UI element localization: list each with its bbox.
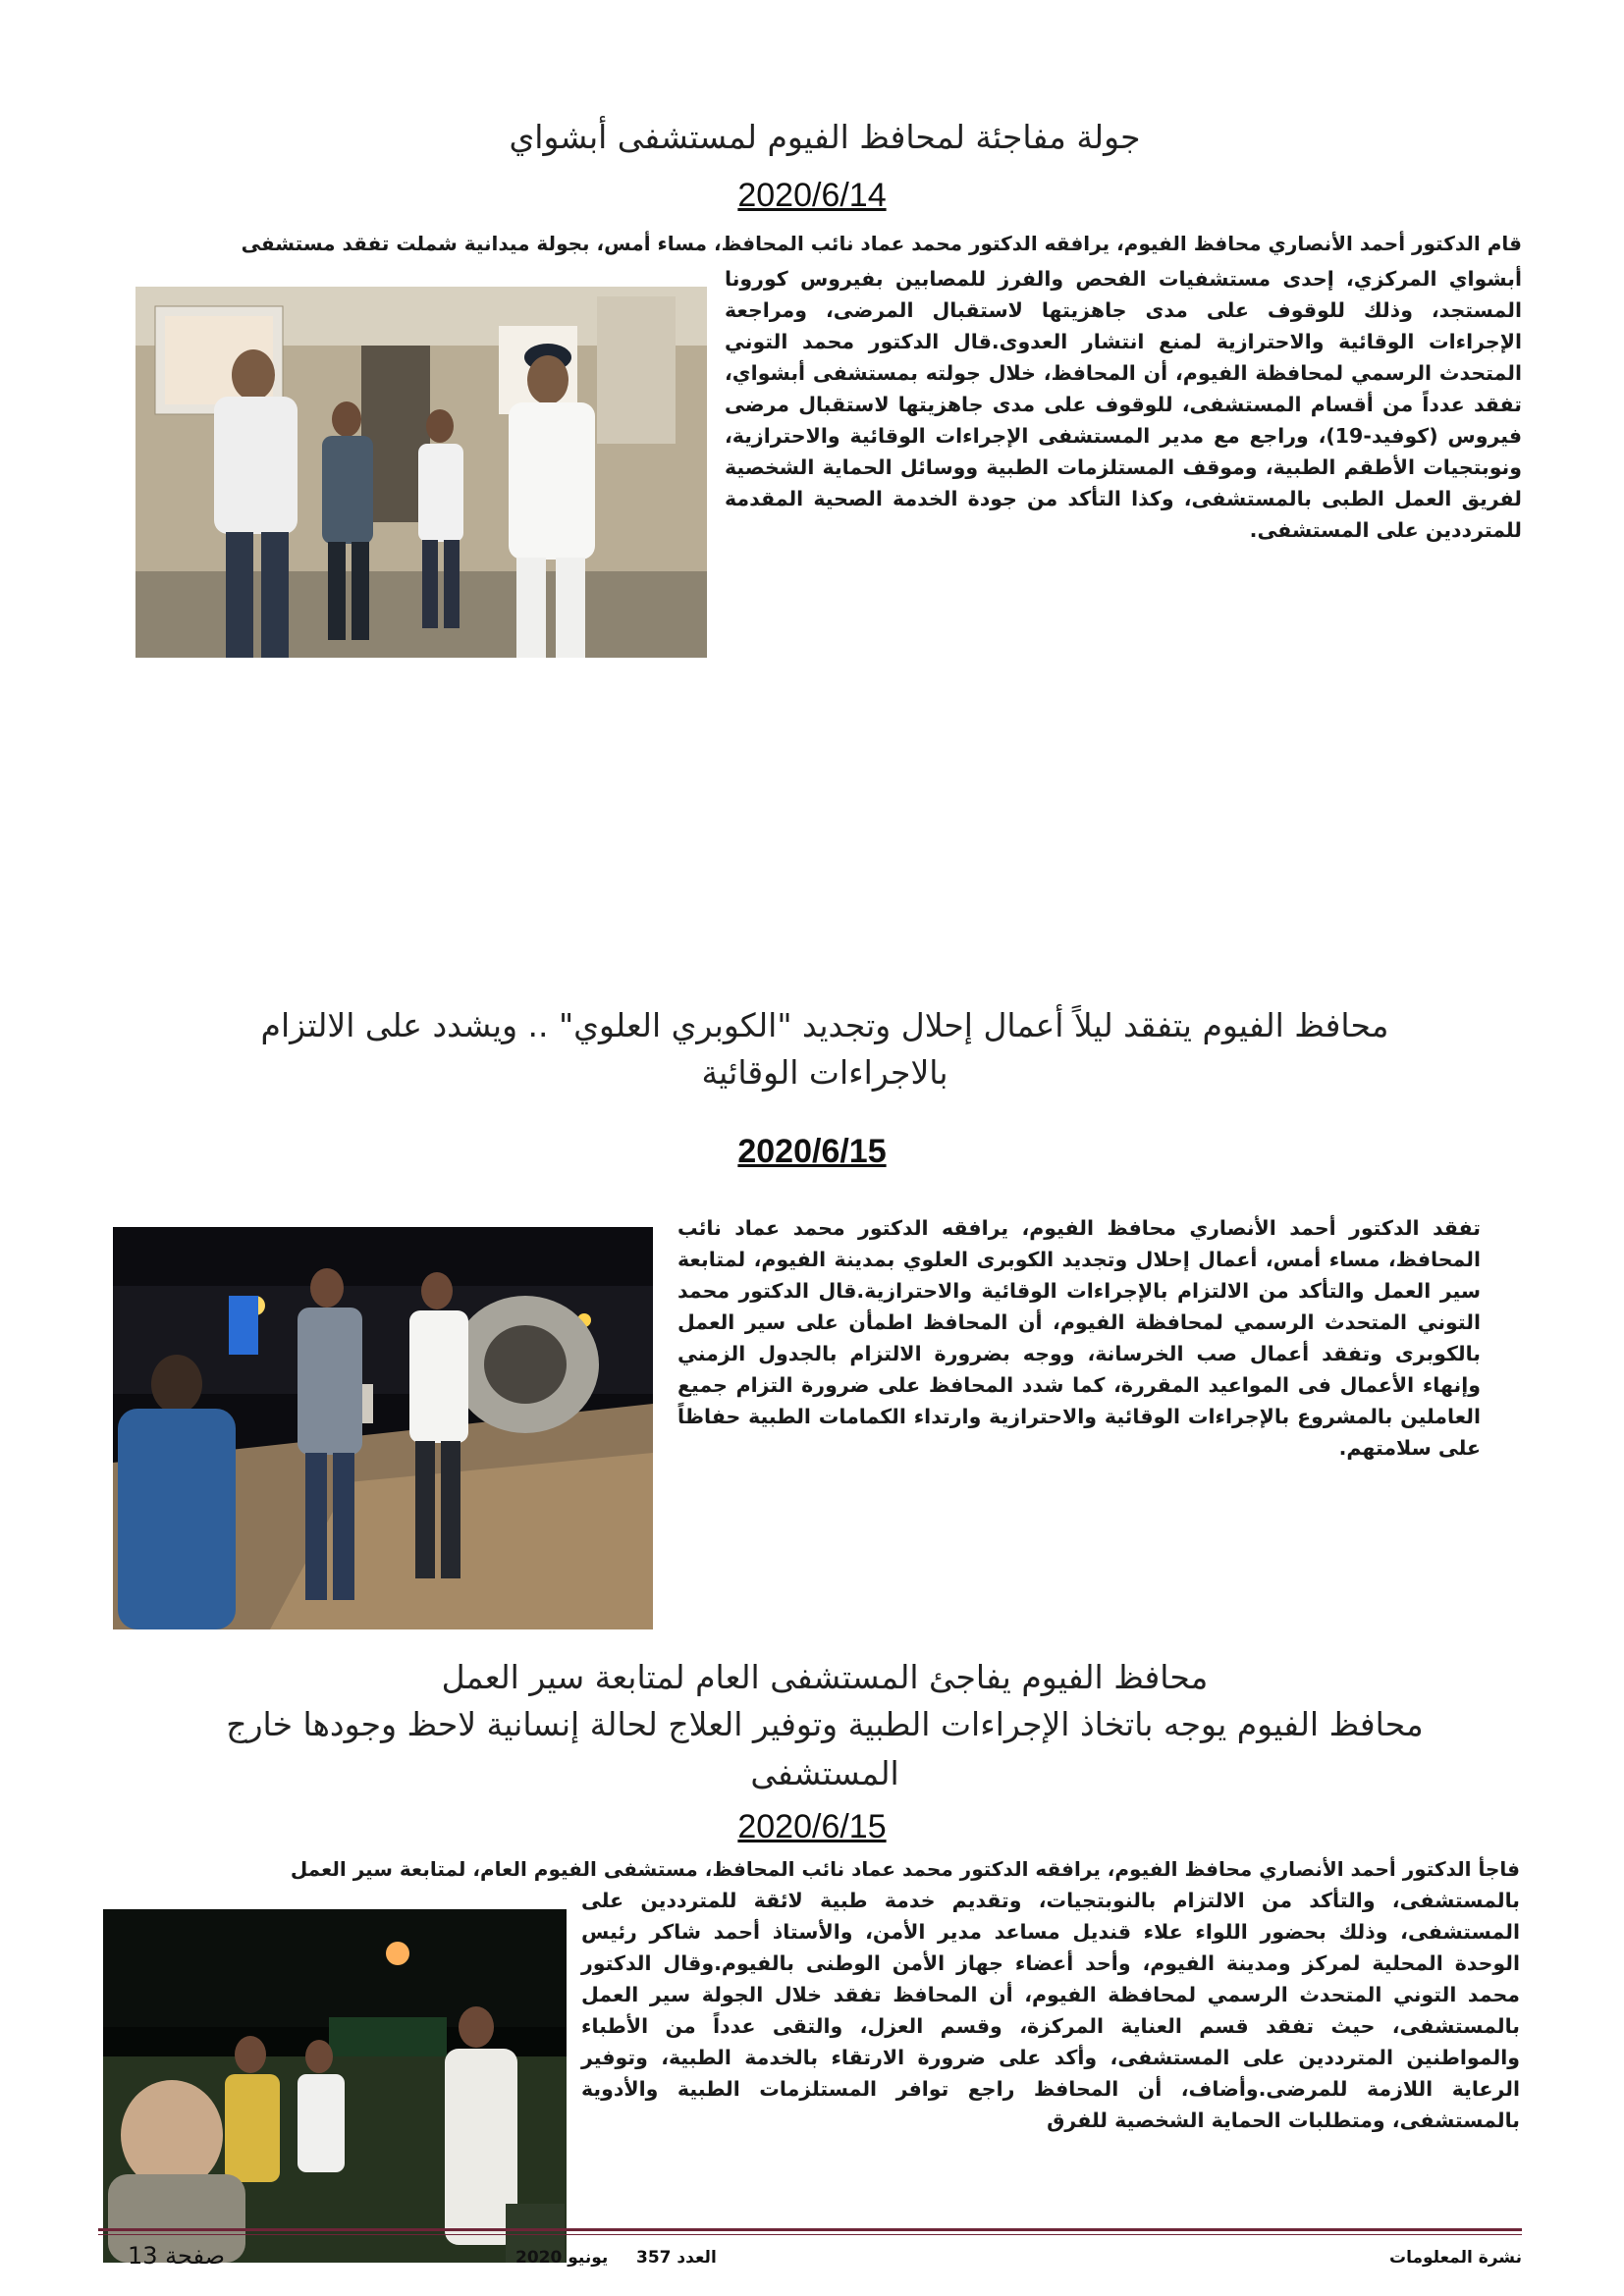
article-2-title-line-2: بالاجراءات الوقائية bbox=[701, 1053, 948, 1092]
footer-publication: نشرة المعلومات bbox=[1388, 2248, 1522, 2268]
article-1-body-first-line: قام الدكتور أحمد الأنصاري محافظ الفيوم، يرافقه الدكتور محمد عماد نائب المحافظ، مساء أمس، بجولة ميدانية شملت تفقد مستشفى bbox=[241, 232, 1522, 255]
article-1-photo bbox=[135, 287, 707, 658]
article-3-title-line-3: المستشفى bbox=[750, 1754, 899, 1792]
article-3-photo bbox=[103, 1909, 567, 2263]
article-1-date: 2020/6/14 bbox=[737, 177, 887, 214]
footer-month: يونيو 2020 bbox=[515, 2248, 609, 2268]
article-3-title-line-1: محافظ الفيوم يفاجئ المستشفى العام لمتابعة سير العمل bbox=[441, 1658, 1209, 1696]
footer-issue: العدد 357 bbox=[636, 2248, 717, 2268]
footer-rule bbox=[98, 2228, 1522, 2231]
article-1-body: أبشواي المركزي، إحدى مستشفيات الفحص والفرز للمصابين بفيروس كورونا المستجد، وذلك للوقوف على مدى جاهزيتها لاستقبال المرضى، ومراجعة الإجراءات الوقائية والاحترازية لمنع انتشار العدوى.قال الدكتور محمد التوني المتحدث الرسمي لمحافظة الفيوم، أن المحافظ، خلال جولته بمستشفى أبشواي، تفقد عدداً من أقسام المستشفى، للوقوف على مدى جاهزيتها لاستقبال مرضى فيروس (كوفيد-19)، وراجع مع مدير المستشفى الإجراءات الوقائية والاحترازية، ونوبتجيات الأطقم الطبية، وموقف المستلزمات الطبية ووسائل الحماية الشخصية لفريق العمل الطبى بالمستشفى، وكذا التأكد من جودة الخدمة الصحية المقدمة للمترددين على المستشفى. bbox=[725, 267, 1522, 542]
article-2-date: 2020/6/15 bbox=[737, 1133, 887, 1170]
article-3-body-first-line: فاجأ الدكتور أحمد الأنصاري محافظ الفيوم، يرافقه الدكتور محمد عماد نائب المحافظ، مستشفى الفيوم العام، لمتابعة سير العمل bbox=[290, 1857, 1520, 1881]
article-1-title: جولة مفاجئة لمحافظ الفيوم لمستشفى أبشواي bbox=[509, 118, 1141, 156]
article-2-title-line-1: محافظ الفيوم يتفقد ليلاً أعمال إحلال وتجديد "الكوبري العلوي" .. ويشدد على الالتزام bbox=[260, 1006, 1389, 1044]
article-3-body: بالمستشفى، والتأكد من الالتزام بالنوبتجيات، وتقديم خدمة طبية لائقة للمترددين على المستشفى، وذلك بحضور اللواء علاء قنديل مساعد مدير الأمن، والأستاذ أحمد شاكر رئيس الوحدة المحلية لمركز ومدينة الفيوم، وأحد أعضاء جهاز الأمن الوطنى بالفيوم.وقال الدكتور محمد التوني المتحدث الرسمي لمحافظة الفيوم، أن المحافظ تفقد خلال الجولة سير العمل بالمستشفى، حيث تفقد قسم العناية المركزة، وقسم العزل، والتقى عدداً من الأطباء والمواطنين المترددين على المستشفى، وأكد على ضرورة الارتقاء بالخدمة الطبية، وتوفير الرعاية اللازمة للمرضى.وأضاف، أن المحافظ راجع توافر المستلزمات الطبية والأدوية بالمستشفى، ومتطلبات الحماية الشخصية للفرق bbox=[581, 1889, 1520, 2132]
article-3-date: 2020/6/15 bbox=[737, 1808, 887, 1845]
footer-page-number: صفحة 13 bbox=[128, 2242, 226, 2269]
article-3-title-line-2: محافظ الفيوم يوجه باتخاذ الإجراءات الطبية وتوفير العلاج لحالة إنسانية لاحظ وجودها خارج bbox=[226, 1705, 1424, 1743]
article-2-body: تفقد الدكتور أحمد الأنصاري محافظ الفيوم، يرافقه الدكتور محمد عماد نائب المحافظ، مساء أمس، أعمال إحلال وتجديد الكوبرى العلوي بمدينة الفيوم، لمتابعة سير العمل والتأكد من الالتزام بالإجراءات الوقائية والاحترازية.قال الدكتور محمد التوني المتحدث الرسمي لمحافظة الفيوم، أن المحافظ اطمأن على سير العمل بالكوبرى وتفقد أعمال صب الخرسانة، ووجه بضرورة الالتزام بالجدول الزمني وإنهاء الأعمال فى المواعيد المقررة، كما شدد المحافظ على ضرورة التزام جميع العاملين بالمشروع بالإجراءات الوقائية والاحترازية وارتداء الكمامات الطبية حفاظاً على سلامتهم. bbox=[677, 1216, 1481, 1460]
article-2-photo bbox=[113, 1227, 653, 1629]
footer-rule-thin bbox=[98, 2234, 1522, 2235]
